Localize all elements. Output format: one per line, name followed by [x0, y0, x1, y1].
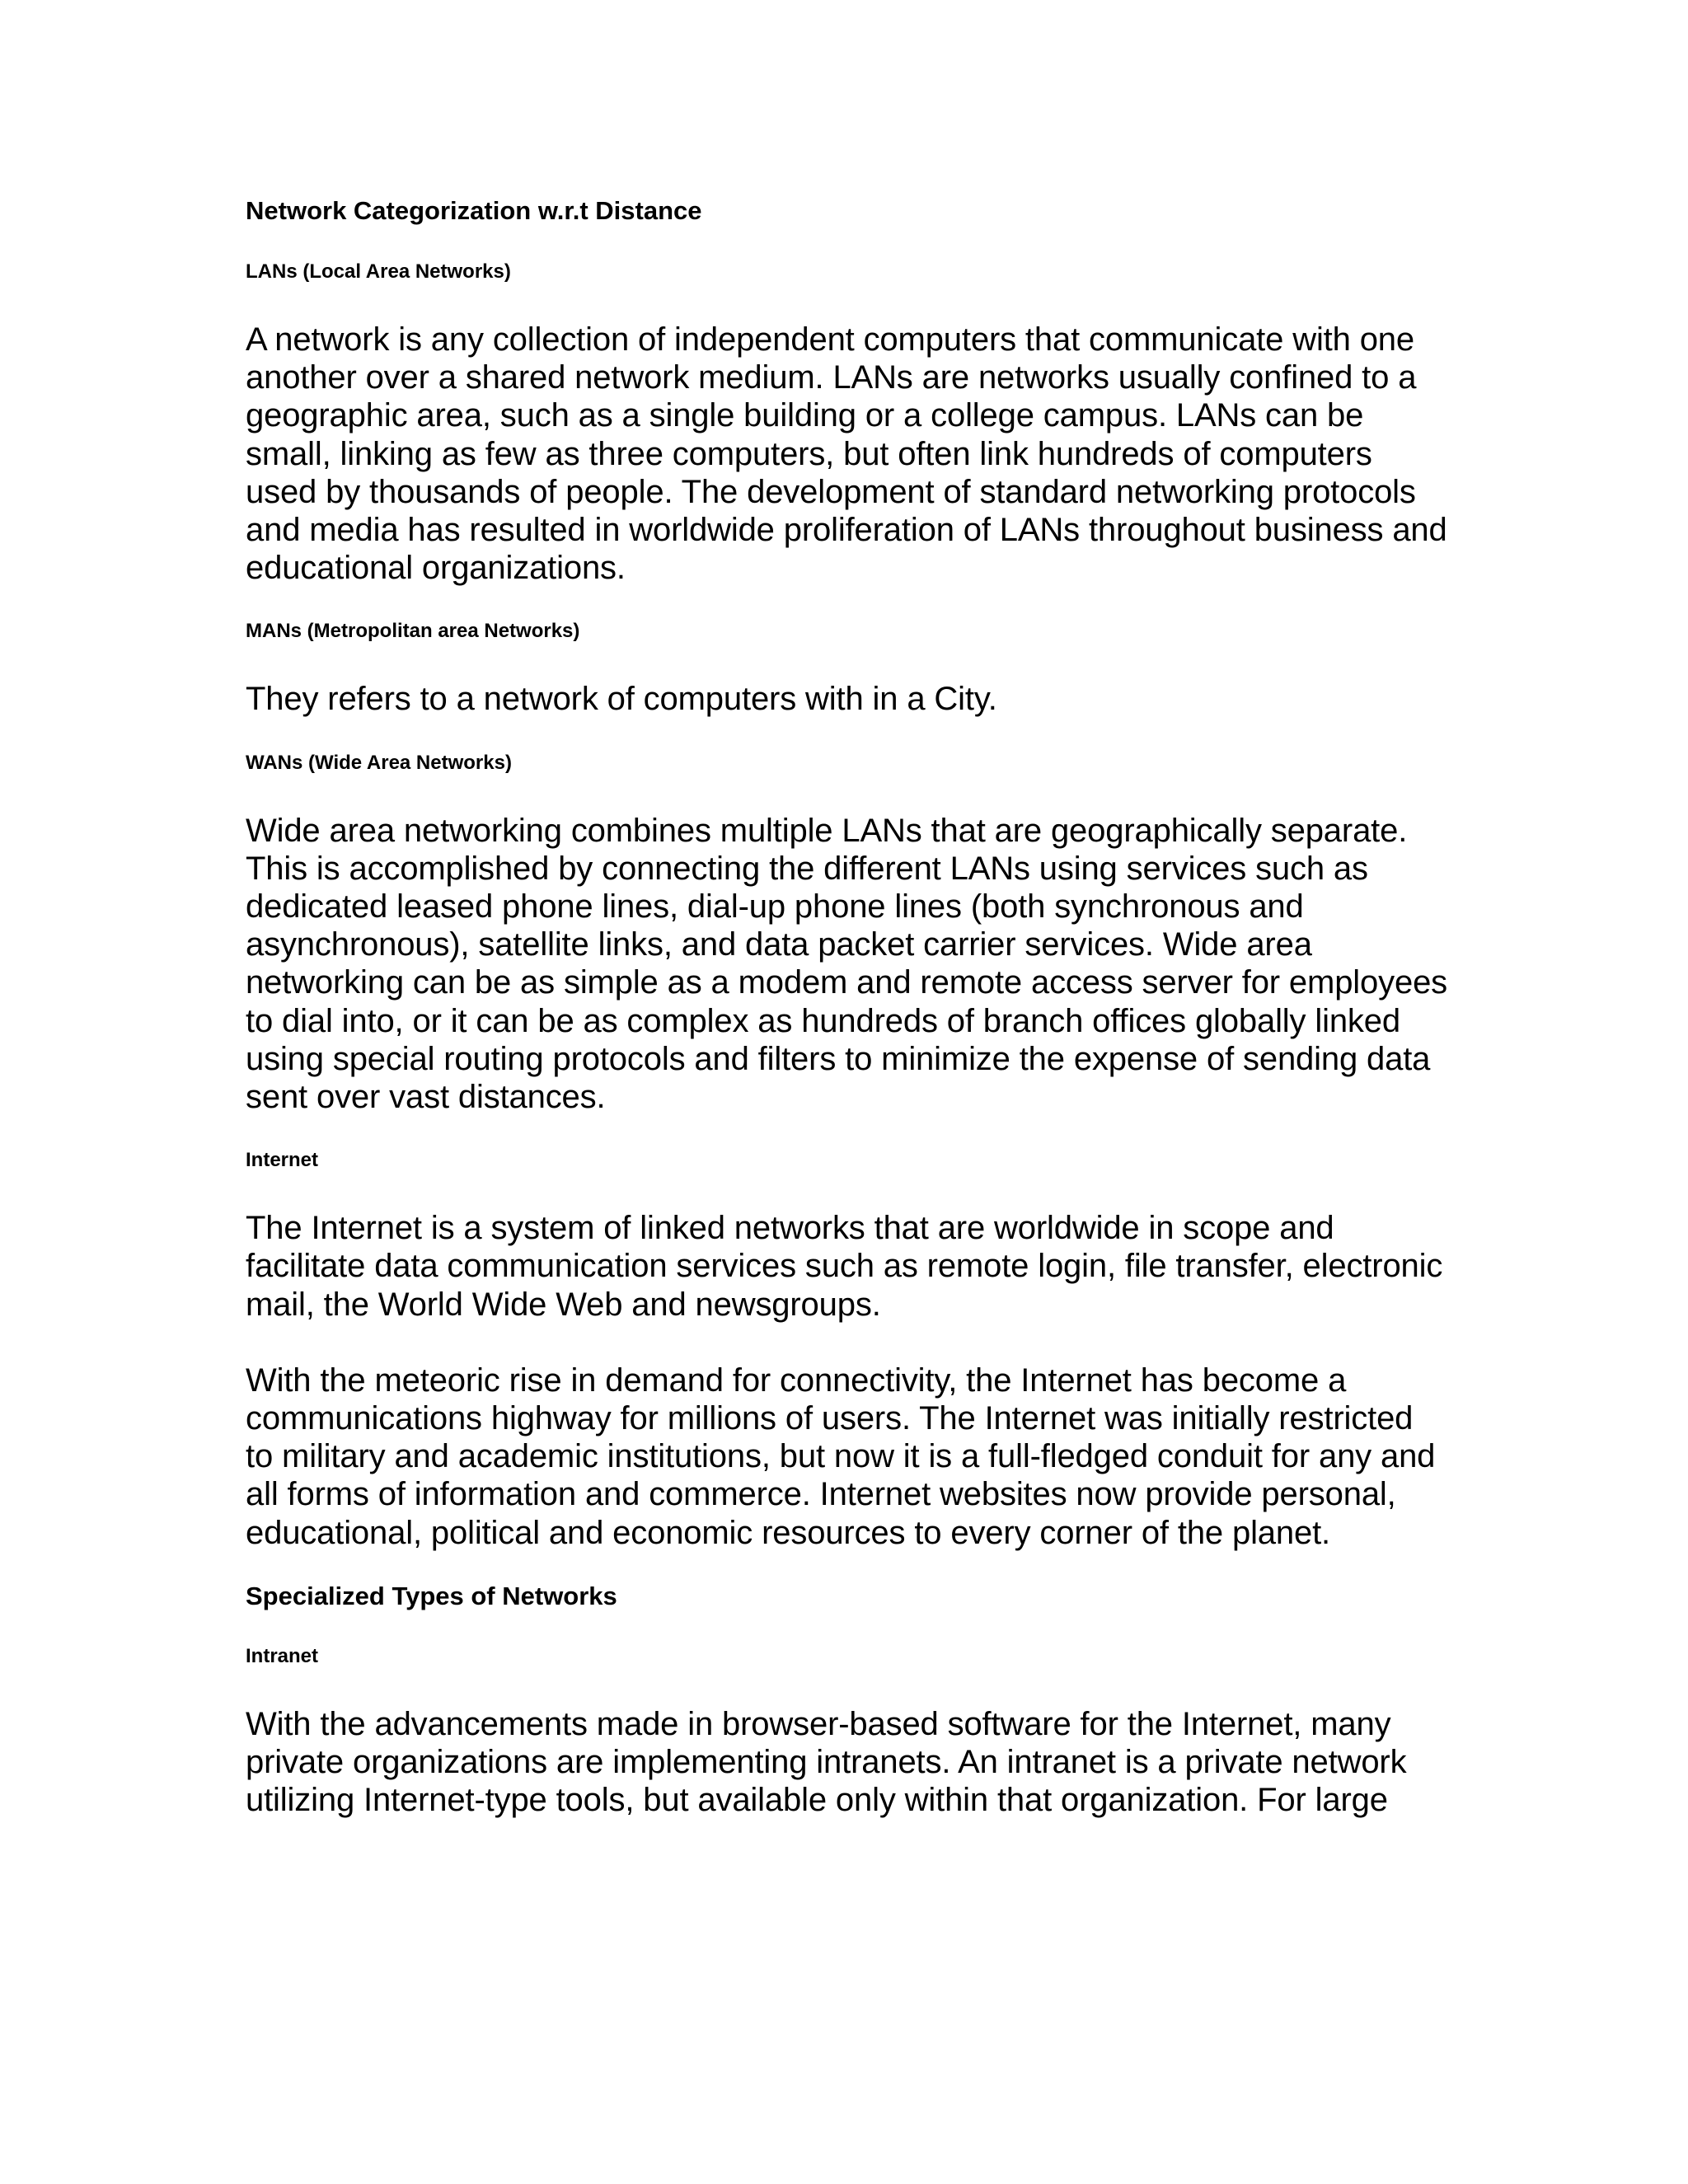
heading-internet: Internet — [246, 1149, 319, 1172]
heading-wans: WANs (Wide Area Networks) — [246, 751, 512, 774]
paragraph-lans: A network is any collection of independent computers that communicate with one another over a shared network medium. LANs are networks usually confined to a geographic area, such as a single building or a college campus. LANs can be small, linking as few as three computers, but often link hundreds of computers used by thousands of people. The development of standard networking protocols and media has resulted in worldwide proliferation of LANs throughout business and educational organizations. — [246, 321, 1447, 587]
paragraph-internet-1: The Internet is a system of linked networks that are worldwide in scope and facilitate data communication services such as remote login, file transfer, electronic mail, the World Wide Web and newsgroups. — [246, 1210, 1443, 1323]
heading-intranet: Intranet — [246, 1644, 319, 1667]
heading-mans: MANs (Metropolitan area Networks) — [246, 620, 580, 643]
paragraph-intranet: With the advancements made in browser-based software for the Internet, many private organizations are implementing intranets. An intranet is a private network utilizing Internet-type tools, but available only within that organization. For large — [246, 1705, 1407, 1819]
document-content — [246, 194, 1449, 1819]
paragraph-internet-2: With the meteoric rise in demand for connectivity, the Internet has become a communications highway for millions of users. The Internet was initially restricted to military and academic institutions, but now it is a full-fledged conduit for any and all forms of information and commerce. Internet websites now provide personal, educational, political and economic resources to every corner of the planet. — [246, 1361, 1436, 1551]
heading-lans: LANs (Local Area Networks) — [246, 260, 511, 283]
section-title-distance: Network Categorization w.r.t Distance — [246, 196, 702, 225]
section-title-specialized: Specialized Types of Networks — [246, 1581, 617, 1610]
paragraph-wans: Wide area networking combines multiple LANs that are geographically separate. This is accomplished by connecting the different LANs using services such as dedicated leased phone lines, dial-up phone lines (both synchronous and asynchronous), satellite links, and data packet carrier services. Wide area networking can be as simple as a modem and remote access server for employees to dial into, or it can be as complex as hundreds of branch offices globally linked using special routing protocols and filters to minimize the expense of sending data sent over vast distances. — [246, 812, 1448, 1116]
paragraph-mans: They refers to a network of computers with in a City. — [246, 681, 997, 718]
